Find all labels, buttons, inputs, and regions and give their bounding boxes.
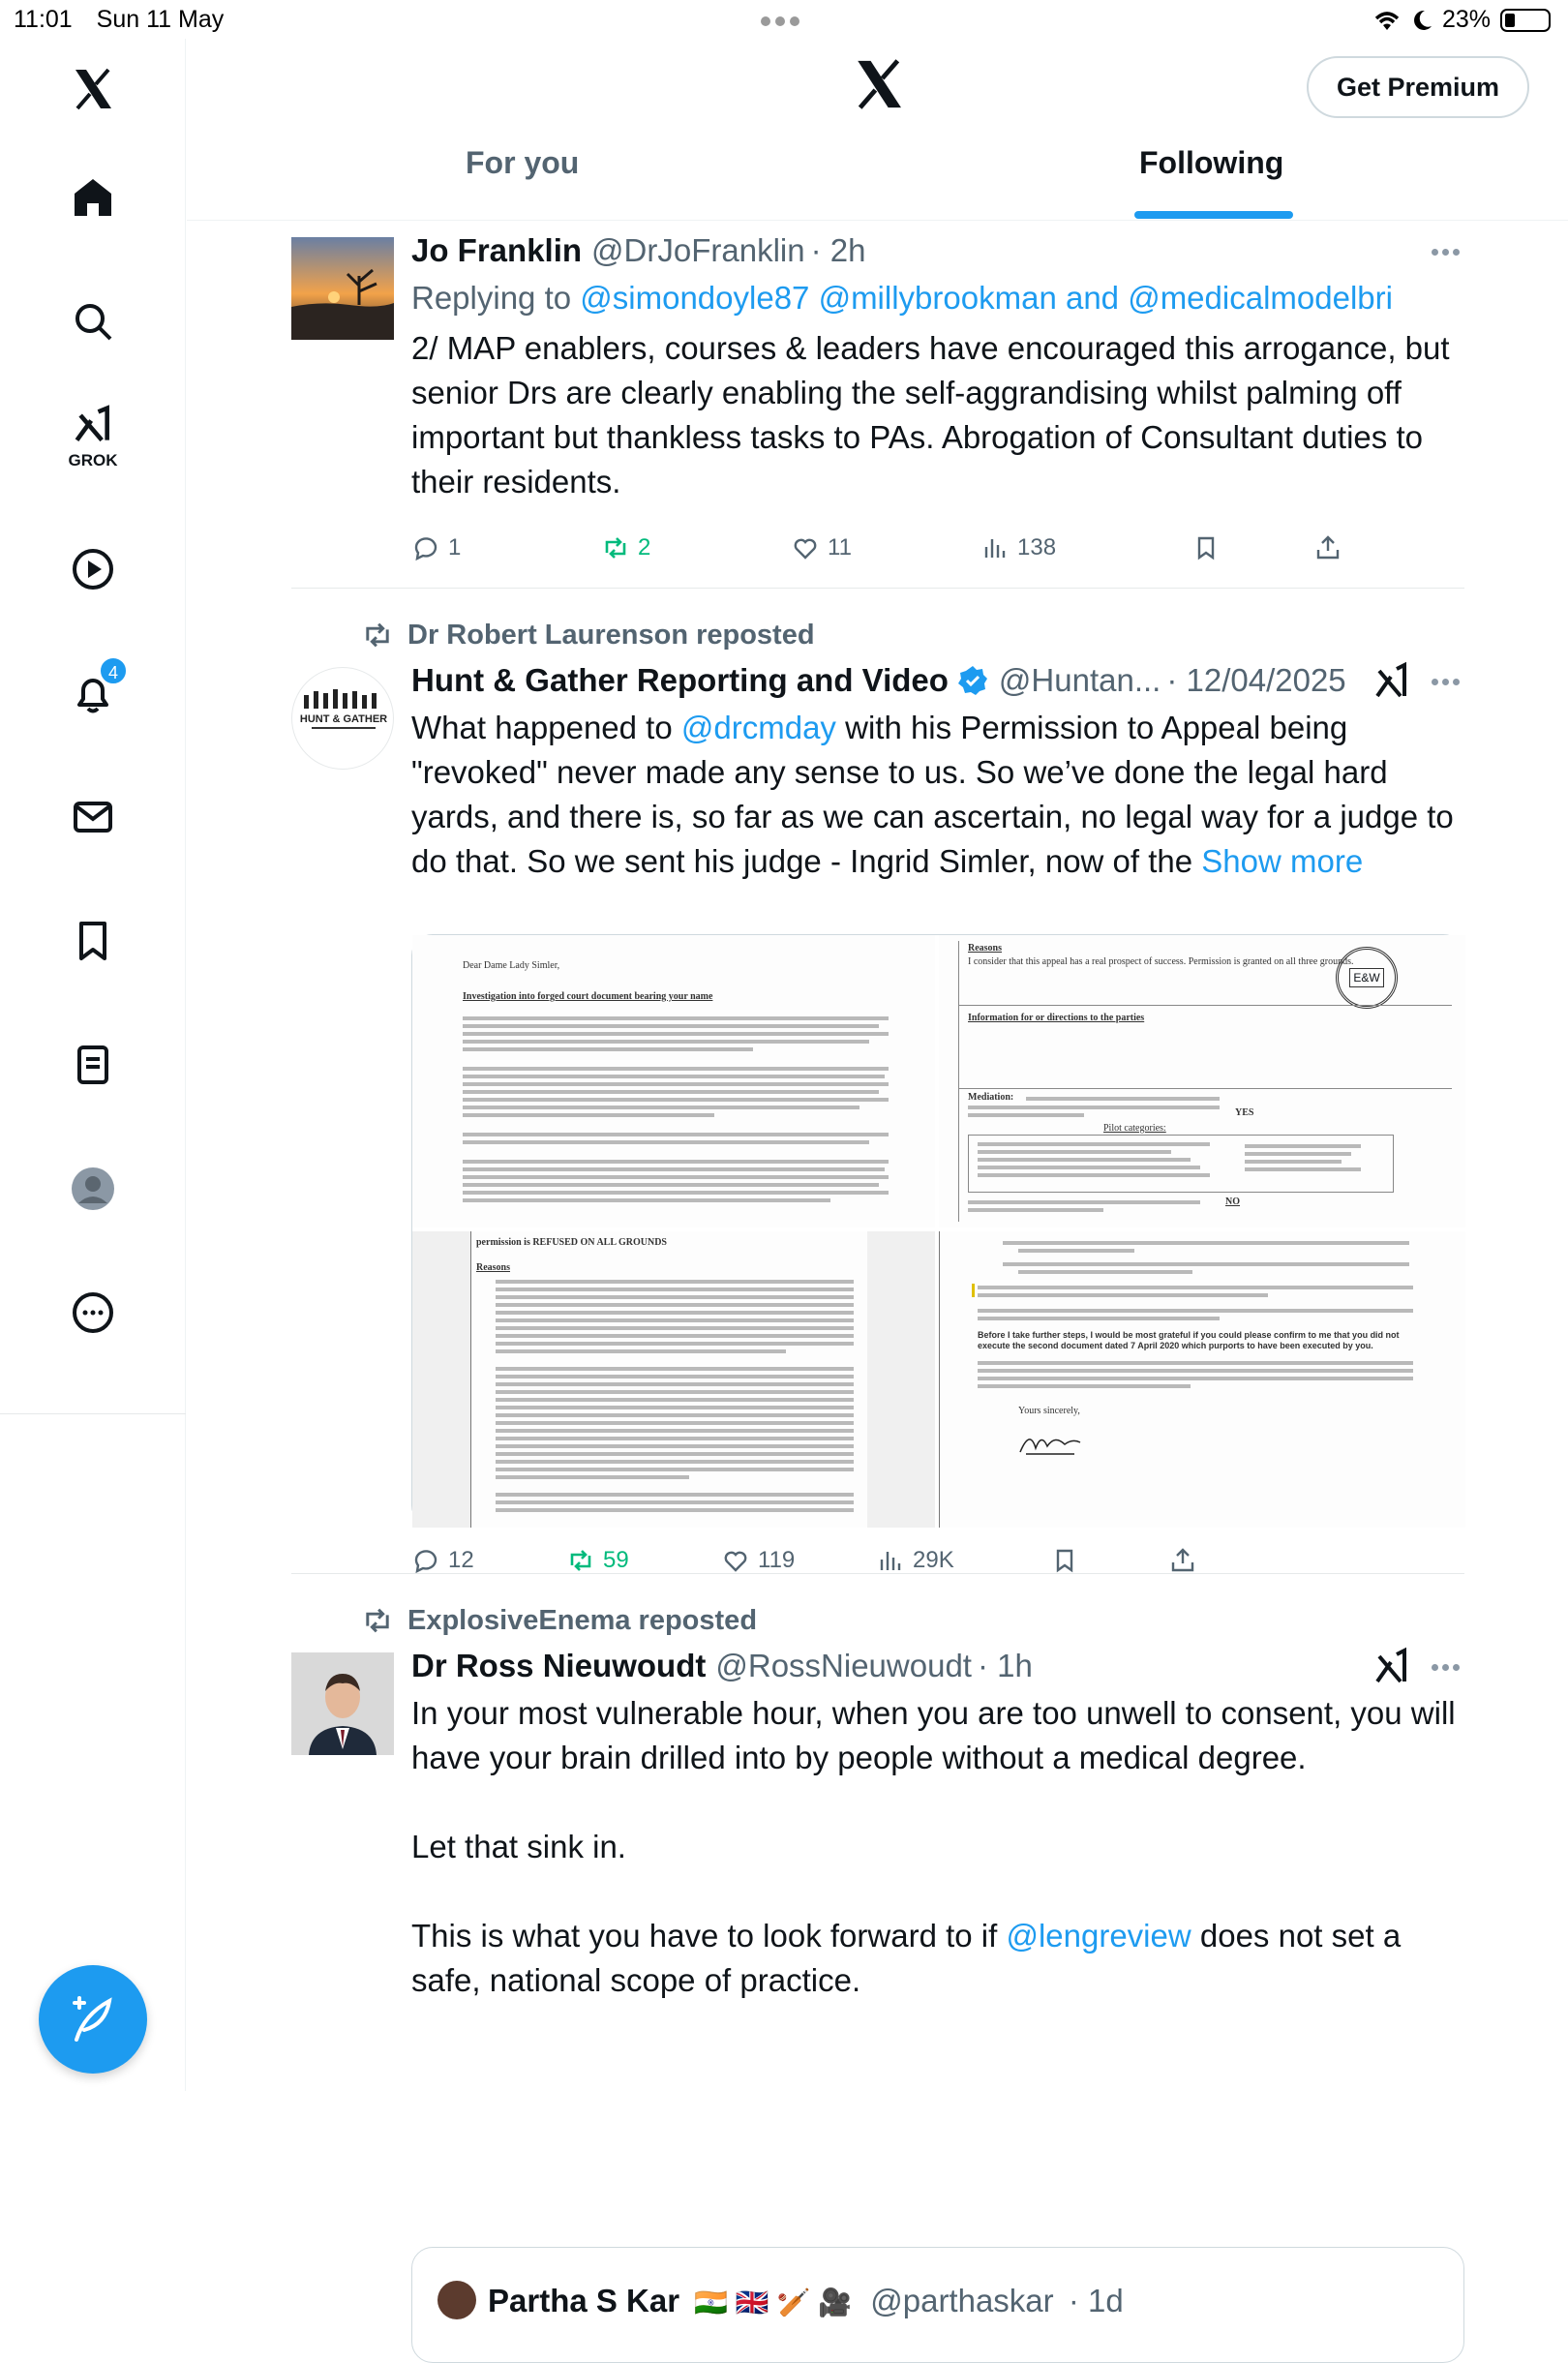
moon-icon bbox=[1411, 9, 1432, 32]
avatar[interactable] bbox=[291, 237, 394, 340]
post-media-grid[interactable] bbox=[411, 934, 1464, 1527]
battery-icon bbox=[1500, 9, 1551, 32]
verified-badge-icon bbox=[956, 664, 989, 697]
mention-link[interactable]: @lengreview bbox=[1006, 1918, 1191, 1954]
heart-icon bbox=[791, 533, 820, 562]
status-time: 11:01 bbox=[14, 6, 73, 33]
repost-button[interactable] bbox=[601, 533, 650, 562]
x-logo-icon[interactable] bbox=[56, 52, 130, 126]
post-more-icon[interactable] bbox=[1432, 1658, 1464, 1666]
repost-icon bbox=[601, 533, 630, 562]
repost-button[interactable] bbox=[566, 1546, 629, 1575]
quoted-author-name[interactable]: Partha S Kar bbox=[488, 2283, 680, 2318]
views-icon bbox=[876, 1546, 905, 1575]
grok-label: GROK bbox=[68, 451, 118, 470]
post-actions bbox=[411, 533, 1379, 572]
post-time[interactable]: · 12/04/2025 bbox=[1166, 662, 1346, 698]
reply-button[interactable] bbox=[411, 1546, 474, 1575]
grok-icon[interactable] bbox=[56, 399, 130, 472]
timeline-header bbox=[187, 39, 1568, 221]
share-icon bbox=[1313, 533, 1342, 562]
post-more-icon[interactable] bbox=[1432, 243, 1464, 251]
author-handle[interactable]: @DrJoFranklin bbox=[591, 232, 805, 268]
view-count: 138 bbox=[1017, 534, 1057, 560]
quoted-avatar[interactable] bbox=[437, 2281, 476, 2319]
multitask-dots-icon[interactable] bbox=[761, 14, 807, 25]
repost-count: 2 bbox=[638, 534, 651, 560]
search-icon[interactable] bbox=[56, 285, 130, 358]
sidebar bbox=[0, 39, 186, 2091]
sidebar-separator bbox=[0, 1413, 186, 1414]
grok-explain-icon[interactable] bbox=[1372, 659, 1410, 702]
compose-post-button[interactable] bbox=[39, 1965, 147, 2074]
like-count: 119 bbox=[758, 1547, 796, 1573]
quoted-author-handle[interactable]: @parthaskar bbox=[870, 2283, 1054, 2318]
document-image-3[interactable]: permission is REFUSED ON ALL GROUNDS Reasons bbox=[412, 1231, 935, 1528]
like-button[interactable] bbox=[721, 1546, 795, 1575]
reply-icon bbox=[411, 1546, 440, 1575]
reposted-by[interactable]: ExplosiveEnema reposted bbox=[407, 1604, 758, 1636]
reposted-icon bbox=[361, 619, 394, 651]
active-tab-indicator bbox=[1134, 211, 1293, 219]
messages-icon[interactable] bbox=[56, 780, 130, 854]
author-handle[interactable]: @Huntan... bbox=[998, 662, 1161, 698]
status-bar bbox=[0, 0, 1568, 39]
views-button[interactable] bbox=[980, 533, 1056, 562]
bookmark-icon bbox=[1050, 1546, 1079, 1575]
post-text-3: This is what you have to look forward to if @lengreview does not set a safe, national scope of practice. bbox=[411, 1918, 1402, 1998]
bookmark-button[interactable] bbox=[1191, 533, 1221, 562]
reposted-icon bbox=[361, 1604, 394, 1637]
repost-icon bbox=[566, 1546, 595, 1575]
replying-to-handles[interactable]: @simondoyle87 @millybrookman and @medicalmodelbri bbox=[580, 280, 1393, 316]
share-icon bbox=[1168, 1546, 1197, 1575]
post-time[interactable]: · 1h bbox=[977, 1648, 1033, 1683]
avatar[interactable] bbox=[291, 1652, 394, 1755]
document-image-2[interactable]: Reasons I consider that this appeal has a real prospect of success. Permission is granted on all three grounds. E&W Information for or directions to the parties Mediation: YES Pilot categories: NO bbox=[939, 935, 1465, 1227]
post-hunt-gather[interactable] bbox=[291, 611, 1464, 1573]
quoted-author-flags: 🇮🇳 🇬🇧 🏏 🎥 bbox=[694, 2287, 853, 2318]
repost-count: 59 bbox=[603, 1547, 629, 1573]
battery-percent: 23% bbox=[1441, 6, 1491, 33]
grok-explain-icon[interactable] bbox=[1372, 1645, 1410, 1687]
document-image-1[interactable]: Dear Dame Lady Simler, Investigation into forged court document bearing your name bbox=[412, 935, 935, 1227]
author-handle[interactable]: @RossNieuwoudt bbox=[715, 1648, 972, 1683]
lists-icon[interactable] bbox=[56, 1028, 130, 1102]
court-seal-icon: E&W bbox=[1336, 947, 1398, 1009]
post-actions bbox=[411, 1546, 1379, 1585]
notifications-badge: 4 bbox=[99, 656, 128, 685]
post-ross-nieuwoudt[interactable] bbox=[291, 1596, 1464, 2318]
post-divider bbox=[291, 1573, 1464, 1574]
views-button[interactable] bbox=[876, 1546, 954, 1575]
video-icon[interactable] bbox=[56, 532, 130, 606]
reply-icon bbox=[411, 533, 440, 562]
avatar-text: HUNT & GATHER bbox=[299, 713, 388, 725]
post-time[interactable]: · 2h bbox=[810, 232, 866, 268]
tab-for-you[interactable]: For you bbox=[466, 145, 580, 180]
mention-link[interactable]: @drcmday bbox=[680, 710, 836, 745]
reposted-by[interactable]: Dr Robert Laurenson reposted bbox=[407, 619, 815, 651]
share-button[interactable] bbox=[1313, 533, 1342, 562]
post-text-1: In your most vulnerable hour, when you are too unwell to consent, you will have your brain drilled into by people without a medical degree. bbox=[411, 1695, 1456, 1775]
show-more-link[interactable]: Show more bbox=[1201, 843, 1364, 879]
post-more-icon[interactable] bbox=[1432, 673, 1464, 681]
replying-prefix: Replying to bbox=[411, 280, 572, 316]
reply-button[interactable] bbox=[411, 533, 461, 562]
author-name[interactable]: Dr Ross Nieuwoudt bbox=[411, 1648, 707, 1683]
compose-feather-icon bbox=[67, 1993, 119, 2045]
like-count: 11 bbox=[828, 534, 852, 560]
reply-count: 12 bbox=[448, 1547, 474, 1573]
view-count: 29K bbox=[913, 1547, 954, 1573]
post-text: What happened to @drcmday with his Permission to Appeal being "revoked" never made any sense to us. So we’ve done the legal hard yards, and there is, so far as we can ascertain, no legal way for a judge to do that. So we sent his judge - Ingrid Simler, now of the Show more bbox=[411, 710, 1454, 879]
post-text: 2/ MAP enablers, courses & leaders have encouraged this arrogance, but senior Drs are clearly enabling the self-aggrandising whilst palming off important but thankless tasks to PAs. Abrogation of Consultant duties to their residents. bbox=[411, 330, 1450, 500]
document-image-4[interactable]: Before I take further steps, I would be most grateful if you could please confirm to me that you did not execute the second document dated 7 April 2020 which purports to have been executed by you. Yours sincerely, bbox=[939, 1231, 1465, 1528]
signature-image bbox=[1016, 1425, 1084, 1460]
x-header-logo-icon[interactable] bbox=[851, 56, 907, 112]
wifi-icon bbox=[1372, 9, 1402, 32]
post-divider bbox=[291, 588, 1464, 589]
quoted-post-time[interactable]: · 1d bbox=[1068, 2283, 1124, 2318]
bookmarks-icon[interactable] bbox=[56, 904, 130, 978]
post-jo-franklin[interactable] bbox=[291, 229, 1464, 578]
bookmark-button[interactable] bbox=[1050, 1546, 1079, 1575]
tab-following[interactable]: Following bbox=[1139, 145, 1284, 180]
home-icon[interactable] bbox=[56, 161, 130, 234]
share-button[interactable] bbox=[1168, 1546, 1197, 1575]
get-premium-button[interactable]: Get Premium bbox=[1307, 56, 1529, 118]
reply-count: 1 bbox=[448, 534, 462, 560]
author-name[interactable]: Jo Franklin bbox=[411, 232, 583, 268]
bookmark-icon bbox=[1191, 533, 1221, 562]
avatar[interactable] bbox=[291, 667, 394, 770]
post-text-2: Let that sink in. bbox=[411, 1829, 626, 1864]
like-button[interactable] bbox=[791, 533, 852, 562]
more-options-icon[interactable] bbox=[56, 1276, 130, 1349]
heart-icon bbox=[721, 1546, 750, 1575]
profile-avatar-icon[interactable] bbox=[56, 1152, 130, 1226]
author-name[interactable]: Hunt & Gather Reporting and Video bbox=[411, 662, 949, 698]
views-icon bbox=[980, 533, 1010, 562]
quoted-post[interactable] bbox=[411, 2247, 1464, 2363]
status-date: Sun 11 May bbox=[96, 6, 225, 33]
notifications-icon[interactable] bbox=[56, 656, 130, 730]
